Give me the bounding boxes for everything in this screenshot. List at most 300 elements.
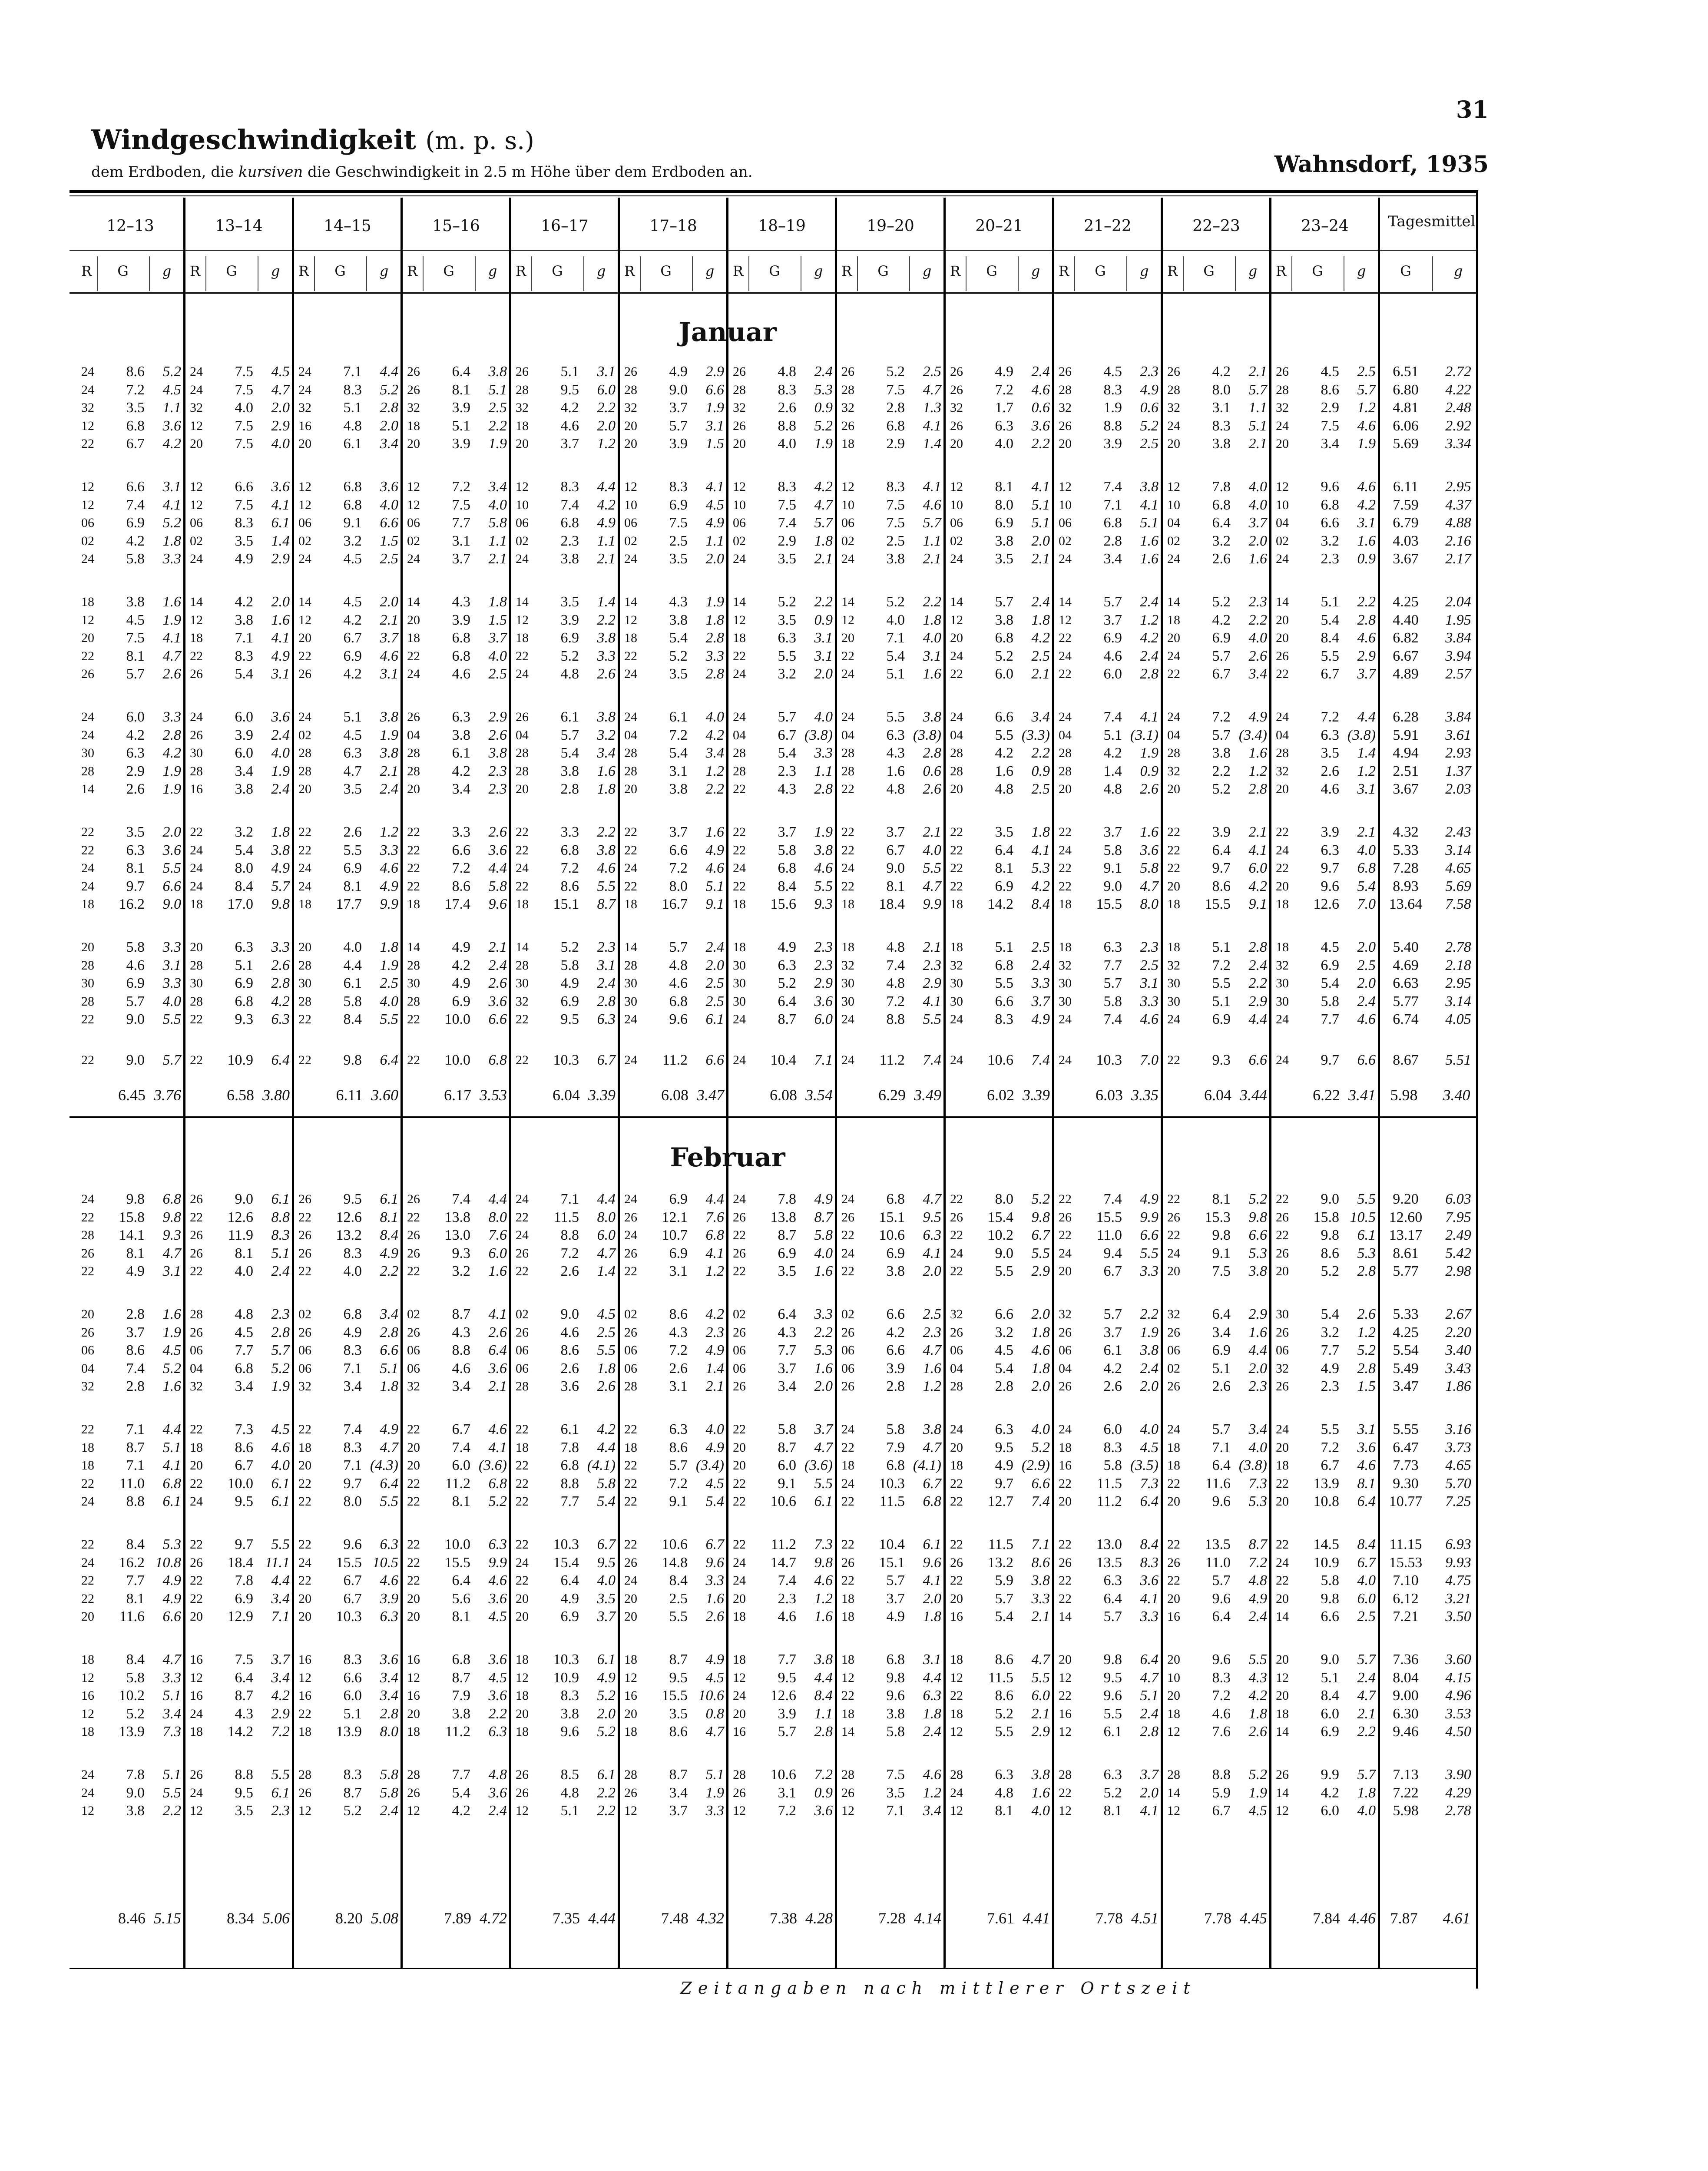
mean-g: 4.46 — [1348, 1910, 1376, 1927]
table-cell: 2.6 — [923, 781, 941, 797]
table-cell: 6.7 — [1357, 1554, 1376, 1571]
table-cell: 26 — [516, 710, 529, 724]
table-cell: 8.0 — [597, 1209, 616, 1225]
table-cell: 2.3 — [778, 1590, 796, 1607]
table-cell: 6.3 — [886, 727, 905, 743]
table-cell: 20 — [1167, 631, 1180, 645]
table-cell: 28 — [624, 746, 637, 760]
table-cell: 3.4 — [1321, 436, 1339, 452]
table-cell: 3.2 — [1321, 1324, 1339, 1340]
table-cell: 2.8 — [1140, 1724, 1159, 1740]
table-cell: 28 — [407, 958, 420, 973]
mean-g: 3.49 — [914, 1086, 941, 1104]
table-cell: 2.5 — [705, 975, 724, 991]
table-cell: 1.9 — [1248, 1784, 1267, 1801]
table-cell: 7.8 — [560, 1439, 579, 1456]
mean-g: 3.39 — [588, 1086, 616, 1104]
table-cell: 30 — [624, 976, 637, 990]
table-cell: 28 — [950, 1767, 963, 1782]
table-cell: 2.43 — [1445, 824, 1471, 840]
table-cell: 24 — [733, 1192, 746, 1206]
table-cell: 22 — [1167, 1228, 1180, 1242]
table-cell: 7.2 — [1321, 1439, 1339, 1456]
table-cell: 7.9 — [452, 1688, 470, 1704]
table-cell: 02 — [298, 1307, 311, 1321]
table-cell: 12 — [190, 480, 203, 494]
table-cell: (3.8) — [1347, 727, 1376, 743]
table-cell: 4.37 — [1445, 496, 1471, 513]
table-cell: 2.0 — [380, 594, 398, 610]
table-cell: 22 — [841, 1228, 854, 1242]
table-cell: 24 — [81, 1555, 94, 1570]
table-cell: 13.2 — [336, 1227, 362, 1243]
table-cell: 26 — [841, 1785, 854, 1800]
table-cell: 9.6 — [1212, 1493, 1231, 1509]
mean-g: 3.60 — [371, 1086, 398, 1104]
table-cell: 3.6 — [162, 842, 181, 858]
table-cell: 1.1 — [597, 533, 616, 549]
table-cell: 5.2 — [886, 364, 905, 380]
table-cell: 4.9 — [271, 860, 290, 876]
table-cell: 20 — [1167, 1652, 1180, 1667]
mean-G: 7.28 — [878, 1910, 906, 1927]
table-cell: 9.0 — [1103, 878, 1122, 894]
table-cell: 6.9 — [669, 496, 688, 513]
table-cell: 2.2 — [380, 1263, 398, 1279]
table-cell: 6.3 — [1103, 1767, 1122, 1783]
table-cell: 7.2 — [126, 381, 145, 398]
table-cell: 8.3 — [560, 479, 579, 495]
table-cell: 16 — [1059, 1458, 1072, 1473]
table-cell: 5.70 — [1445, 1475, 1471, 1492]
table-cell: 4.1 — [1140, 709, 1159, 725]
table-cell: 2.6 — [1248, 648, 1267, 664]
table-cell: 22 — [1167, 843, 1180, 857]
table-cell: 20 — [516, 437, 529, 451]
table-cell: 8.8 — [886, 1011, 905, 1027]
table-cell: 12 — [190, 612, 203, 627]
table-cell: 4.9 — [705, 1439, 724, 1456]
table-cell: 3.14 — [1445, 993, 1471, 1009]
table-cell: 14.2 — [987, 896, 1013, 912]
table-cell: 20 — [624, 1706, 637, 1721]
table-cell: 30 — [950, 994, 963, 1009]
table-cell: 3.4 — [452, 1378, 470, 1394]
table-cell: 4.9 — [705, 1651, 724, 1668]
table-cell: 2.8 — [705, 630, 724, 646]
table-cell: 2.03 — [1445, 781, 1471, 797]
table-cell: 4.5 — [488, 1669, 507, 1686]
table-cell: 2.2 — [597, 400, 616, 416]
table-cell: 24 — [624, 1053, 637, 1067]
table-cell: 2.6 — [1212, 1378, 1231, 1394]
table-cell: 1.6 — [814, 1263, 833, 1279]
table-cell: 1.1 — [814, 763, 833, 779]
table-cell: 3.3 — [1031, 1590, 1050, 1607]
table-cell: 6.8 — [488, 1475, 507, 1492]
table-cell: (3.6) — [804, 1457, 833, 1473]
table-cell: 06 — [950, 516, 963, 530]
table-cell: 6.6 — [235, 479, 253, 495]
table-cell: 32 — [950, 1307, 963, 1321]
table-cell: 26 — [81, 1246, 94, 1261]
table-cell: 8.3 — [1140, 1554, 1159, 1571]
table-cell: 22 — [733, 1476, 746, 1491]
table-cell: 5.2 — [1212, 781, 1231, 797]
table-cell: 2.9 — [886, 436, 905, 452]
table-cell: 32 — [190, 1379, 203, 1393]
table-cell: 4.7 — [1031, 1651, 1050, 1668]
table-cell: 9.6 — [923, 1554, 941, 1571]
table-cell: 3.8 — [1031, 1767, 1050, 1783]
table-cell: 8.8 — [778, 417, 796, 434]
table-cell: 8.3 — [778, 381, 796, 398]
table-cell: 7.5 — [669, 515, 688, 531]
table-cell: 26 — [190, 1325, 203, 1340]
column-label-g: g — [1031, 263, 1040, 279]
table-cell: 14 — [298, 595, 311, 609]
table-cell: 06 — [733, 1343, 746, 1357]
table-cell: 30 — [733, 994, 746, 1009]
table-cell: 3.1 — [162, 479, 181, 495]
mean-G: 7.38 — [770, 1910, 797, 1927]
column-label-g: g — [1357, 263, 1366, 279]
table-cell: 24 — [1276, 710, 1289, 724]
table-cell: 7.3 — [1140, 1475, 1159, 1492]
table-cell: 28 — [950, 746, 963, 760]
table-cell: 6.9 — [235, 1590, 253, 1607]
table-cell: 12 — [624, 1804, 637, 1818]
table-cell: 2.8 — [886, 400, 905, 416]
table-cell: 24 — [841, 667, 854, 681]
table-cell: 13.9 — [336, 1724, 362, 1740]
table-cell: 6.4 — [452, 364, 470, 380]
table-cell: 24 — [516, 1192, 529, 1206]
table-cell: 14 — [407, 940, 420, 954]
table-cell: 5.3 — [814, 381, 833, 398]
table-cell: 3.6 — [271, 479, 290, 495]
table-cell: 04 — [516, 728, 529, 742]
table-cell: 24 — [1276, 418, 1289, 433]
table-cell: 5.7 — [1357, 381, 1376, 398]
table-cell: 22 — [407, 1573, 420, 1588]
table-cell: 13.8 — [444, 1209, 470, 1225]
table-cell: 4.9 — [1248, 709, 1267, 725]
table-cell: 4.9 — [814, 1191, 833, 1207]
table-cell: 4.0 — [488, 648, 507, 664]
table-cell: 3.5 — [778, 1263, 796, 1279]
table-cell: 3.1 — [669, 763, 688, 779]
table-cell: 2.4 — [1140, 1360, 1159, 1377]
table-cell: 26 — [624, 1325, 637, 1340]
table-cell: 2.9 — [1031, 1724, 1050, 1740]
table-cell: 7.4 — [1103, 1011, 1122, 1027]
table-cell: 06 — [81, 1343, 94, 1357]
table-cell: 4.0 — [380, 496, 398, 513]
table-cell: 2.1 — [380, 612, 398, 628]
mean-G: 6.17 — [444, 1086, 471, 1104]
table-cell: 20 — [950, 631, 963, 645]
table-cell: 3.9 — [1212, 824, 1231, 840]
table-cell: 9.0 — [1321, 1191, 1339, 1207]
table-cell: 02 — [407, 1307, 420, 1321]
mean-G: 6.22 — [1313, 1086, 1340, 1104]
table-cell: 2.72 — [1445, 364, 1471, 380]
mean-G: 6.02 — [987, 1086, 1014, 1104]
table-cell: 18 — [624, 1652, 637, 1667]
table-cell: 6.6 — [343, 1669, 362, 1686]
table-cell: 3.9 — [1321, 824, 1339, 840]
table-cell: 26 — [298, 1192, 311, 1206]
table-cell: 13.0 — [444, 1227, 470, 1243]
table-cell: 16 — [624, 1688, 637, 1703]
subtitle-post: die Geschwindigkeit in 2.5 m Höhe über dem Erdboden an. — [303, 163, 753, 181]
table-cell: 4.3 — [886, 745, 905, 761]
table-cell: 10.3 — [553, 1052, 579, 1068]
table-cell: 4.4 — [705, 1191, 724, 1207]
table-cell: 8.7 — [452, 1669, 470, 1686]
table-cell: 7.95 — [1445, 1209, 1471, 1225]
table-cell: 5.2 — [995, 648, 1013, 664]
table-cell: 4.96 — [1445, 1688, 1471, 1704]
table-cell: 06 — [298, 1343, 311, 1357]
table-cell: 1.9 — [705, 1784, 724, 1801]
table-cell: 5.2 — [380, 381, 398, 398]
table-cell: 5.4 — [995, 1608, 1013, 1625]
table-cell: 3.4 — [380, 1306, 398, 1322]
table-cell: 12 — [1059, 1804, 1072, 1818]
table-cell: 20 — [190, 437, 203, 451]
table-cell: 10.9 — [553, 1669, 579, 1686]
table-cell: 4.9 — [162, 1590, 181, 1607]
table-cell: 1.8 — [1248, 1705, 1267, 1722]
table-cell: 4.0 — [1140, 1421, 1159, 1437]
table-cell: 5.3 — [1031, 860, 1050, 876]
table-cell: 24 — [1167, 710, 1180, 724]
table-cell: 6.51 — [1393, 364, 1419, 380]
table-cell: 2.6 — [597, 666, 616, 682]
table-cell: 4.88 — [1445, 515, 1471, 531]
column-label-G: G — [660, 263, 672, 279]
table-cell: 6.4 — [235, 1669, 253, 1686]
table-cell: 6.8 — [705, 1227, 724, 1243]
table-cell: 4.5 — [705, 496, 724, 513]
table-cell: 3.6 — [488, 1784, 507, 1801]
table-cell: 24 — [841, 1012, 854, 1026]
table-cell: 4.9 — [597, 1669, 616, 1686]
table-cell: 22 — [407, 1210, 420, 1224]
table-cell: 12 — [298, 1670, 311, 1685]
table-cell: 12.1 — [662, 1209, 688, 1225]
table-cell: 4.5 — [1140, 1439, 1159, 1456]
table-cell: 4.1 — [1031, 842, 1050, 858]
table-cell: 7.5 — [886, 496, 905, 513]
table-cell: 1.2 — [1357, 1324, 1376, 1340]
table-cell: 06 — [298, 516, 311, 530]
table-cell: 6.1 — [705, 1011, 724, 1027]
table-cell: 6.6 — [380, 1342, 398, 1358]
table-cell: 4.0 — [271, 1457, 290, 1473]
table-cell: 1.2 — [597, 436, 616, 452]
table-cell: 6.1 — [1103, 1724, 1122, 1740]
table-cell: 7.1 — [886, 630, 905, 646]
table-cell: 4.6 — [1321, 781, 1339, 797]
table-cell: 1.6 — [814, 1608, 833, 1625]
table-cell: 11.2 — [445, 1475, 470, 1492]
table-cell: 5.1 — [705, 878, 724, 894]
table-cell: 4.9 — [1248, 1590, 1267, 1607]
table-cell: 5.7 — [1212, 727, 1231, 743]
table-cell: 2.1 — [923, 824, 941, 840]
table-cell: 8.67 — [1393, 1052, 1419, 1068]
table-cell: 28 — [841, 746, 854, 760]
table-cell: 9.8 — [886, 1669, 905, 1686]
table-cell: 4.6 — [778, 1608, 796, 1625]
table-cell: 20 — [298, 940, 311, 954]
table-cell: 7.1 — [235, 630, 253, 646]
table-cell: 5.2 — [560, 939, 579, 955]
table-cell: 3.8 — [380, 709, 398, 725]
table-cell: 2.1 — [1031, 551, 1050, 567]
table-cell: 18 — [407, 418, 420, 433]
table-cell: 6.7 — [886, 842, 905, 858]
table-cell: 4.0 — [886, 612, 905, 628]
table-cell: 24 — [624, 1012, 637, 1026]
table-cell: 26 — [1059, 1210, 1072, 1224]
table-cell: 3.2 — [778, 666, 796, 682]
table-cell: 6.4 — [271, 1052, 290, 1068]
table-cell: 9.8 — [271, 896, 290, 912]
table-cell: 4.8 — [995, 781, 1013, 797]
table-cell: 2.0 — [1248, 533, 1267, 549]
table-cell: 3.7 — [560, 436, 579, 452]
mean-G: 6.58 — [227, 1086, 254, 1104]
table-cell: 18 — [1276, 1458, 1289, 1473]
table-cell: 9.0 — [995, 1245, 1013, 1261]
table-cell: 26 — [1059, 418, 1072, 433]
table-cell: 22 — [516, 1537, 529, 1552]
table-cell: 3.6 — [271, 709, 290, 725]
table-cell: 20 — [1276, 879, 1289, 894]
mean-G: 6.08 — [770, 1086, 797, 1104]
table-cell: 8.0 — [1212, 381, 1231, 398]
table-cell: 6.82 — [1393, 630, 1419, 646]
table-cell: 20 — [624, 1591, 637, 1606]
table-cell: 6.6 — [1031, 1475, 1050, 1492]
table-cell: 22 — [624, 1476, 637, 1491]
table-cell: 5.8 — [343, 993, 362, 1009]
table-cell: 3.4 — [1103, 551, 1122, 567]
table-cell: 3.4 — [380, 436, 398, 452]
table-cell: 3.4 — [452, 781, 470, 797]
table-cell: 2.0 — [1031, 533, 1050, 549]
table-cell: 24 — [1167, 1422, 1180, 1436]
mean-g: 3.35 — [1131, 1086, 1159, 1104]
table-cell: 2.51 — [1393, 763, 1419, 779]
table-cell: 7.4 — [452, 1191, 470, 1207]
table-cell: 7.5 — [235, 417, 253, 434]
mean-G: 6.11 — [336, 1086, 363, 1104]
table-cell: 14 — [1276, 595, 1289, 609]
table-cell: 2.6 — [1321, 763, 1339, 779]
table-cell: 06 — [516, 516, 529, 530]
table-cell: 22 — [407, 1555, 420, 1570]
table-cell: 5.5 — [162, 860, 181, 876]
table-cell: 3.9 — [235, 727, 253, 743]
table-cell: 2.6 — [597, 1378, 616, 1394]
table-cell: 2.2 — [1357, 594, 1376, 610]
table-cell: 10.4 — [879, 1536, 905, 1552]
table-cell: 4.1 — [488, 1306, 507, 1322]
table-cell: 24 — [1059, 552, 1072, 566]
table-cell: 5.8 — [778, 1421, 796, 1437]
table-cell: 30 — [841, 994, 854, 1009]
table-cell: 5.1 — [1248, 417, 1267, 434]
table-cell: 3.6 — [380, 1651, 398, 1668]
mean-g: 4.72 — [480, 1910, 507, 1927]
table-cell: 26 — [516, 1325, 529, 1340]
mean-G: 7.89 — [444, 1910, 471, 1927]
table-cell: 32 — [190, 400, 203, 415]
table-cell: 4.6 — [1357, 417, 1376, 434]
table-cell: 28 — [81, 1228, 94, 1242]
table-cell: 5.2 — [1103, 1784, 1122, 1801]
table-cell: 12 — [1276, 1804, 1289, 1818]
table-cell: 4.6 — [1357, 1457, 1376, 1473]
table-cell: 9.0 — [560, 1306, 579, 1322]
table-cell: 22 — [407, 861, 420, 875]
table-cell: 3.6 — [488, 1688, 507, 1704]
table-cell: 24 — [1059, 649, 1072, 663]
table-cell: 1.6 — [1140, 824, 1159, 840]
table-cell: 3.8 — [1140, 1342, 1159, 1358]
table-cell: 12.6 — [770, 1688, 796, 1704]
table-cell: 22 — [516, 1573, 529, 1588]
table-cell: 4.7 — [814, 496, 833, 513]
table-cell: 12 — [516, 1804, 529, 1818]
table-cell: 22 — [190, 1537, 203, 1552]
table-cell: 4.6 — [1357, 1011, 1376, 1027]
table-cell: 3.1 — [1212, 400, 1231, 416]
table-cell: 5.1 — [343, 400, 362, 416]
table-cell: 12 — [516, 612, 529, 627]
table-cell: 4.0 — [1357, 842, 1376, 858]
table-cell: 3.3 — [560, 824, 579, 840]
table-cell: 6.6 — [669, 842, 688, 858]
table-cell: 2.4 — [271, 1263, 290, 1279]
table-cell: 32 — [841, 400, 854, 415]
table-cell: 20 — [1059, 782, 1072, 796]
table-cell: 5.2 — [162, 364, 181, 380]
table-cell: 1.6 — [1248, 1324, 1267, 1340]
table-cell: 2.5 — [1357, 1608, 1376, 1625]
table-cell: 18 — [516, 1652, 529, 1667]
table-cell: 8.6 — [669, 1724, 688, 1740]
table-cell: 26 — [190, 1555, 203, 1570]
table-cell: 2.3 — [1321, 1378, 1339, 1394]
table-cell: 16 — [950, 1609, 963, 1624]
table-cell: 22 — [407, 843, 420, 857]
hour-header: 16–17 — [541, 217, 589, 235]
table-cell: 7.7 — [452, 1767, 470, 1783]
table-cell: 4.22 — [1445, 381, 1471, 398]
table-cell: 4.4 — [597, 1191, 616, 1207]
table-cell: 12 — [1276, 480, 1289, 494]
table-cell: 5.5 — [1212, 975, 1231, 991]
table-cell: 2.6 — [126, 781, 145, 797]
table-cell: 2.2 — [597, 1784, 616, 1801]
table-cell: 15.8 — [1313, 1209, 1339, 1225]
